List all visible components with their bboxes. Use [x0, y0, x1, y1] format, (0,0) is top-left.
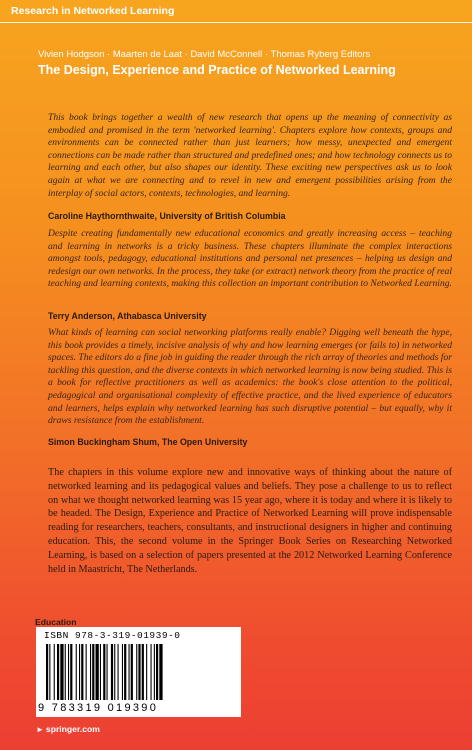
barcode-panel [36, 627, 241, 717]
endorsement-quote: This book brings together a wealth of new research that opens up the meaning of connectivity as embodied and promised in the term 'networked learning'. Chapters explore how contexts, groups and environments can be connected rather than just learners; how messy, unexpected and emergent connections can be made rather than structured and predefined ones; and how technology connects us to learning and each other, but also shapes our identity. These exciting new perspectives ask us to look again at what we are connecting and to revel in new and emergent possibilities arising from the interplay of social actors, contexts, technologies, and learning. [48, 112, 452, 199]
barcode-digits: 9 783319 019390 [38, 702, 159, 714]
isbn-text: ISBN 978-3-319-01939-0 [44, 630, 181, 641]
category-label: Education [35, 617, 77, 627]
barcode-icon [46, 644, 232, 700]
endorsement-author: Simon Buckingham Shum, The Open University [48, 437, 248, 447]
publisher-website[interactable] [36, 724, 100, 734]
editors-line: Vivien Hodgson · Maarten de Laat · David McConnell · Thomas Ryberg Editors [38, 49, 371, 60]
endorsement-quote: Despite creating fundamentally new educational economics and greatly increasing access – teaching and learning in networks is a tricky business. These chapters illuminate the complex interactions amongst tools, pedagogy, educational institutions and personal net presences – helping us design and redesign our own networks. In the process, they take (or extract) network theory from the practice of real teaching and learning contexts, making this collection an important contribution to Networked Learning. [48, 228, 452, 290]
endorsement-author: Terry Anderson, Athabasca University [48, 311, 207, 321]
endorsement-author: Caroline Haythornthwaite, University of British Columbia [48, 211, 286, 221]
divider-line [0, 22, 472, 23]
series-title: Research in Networked Learning [11, 5, 175, 17]
website-text[interactable]: springer.com [45, 724, 100, 734]
book-description: The chapters in this volume explore new and innovative ways of thinking about the nature of networked learning and its pedagogical values and beliefs. They pose a challenge to us to reflect on what we thought networked learning was 15 year ago, where it is today and where it is likely to be headed. The Design, Experience and Practice of Networked Learning will prove indispensable reading for researchers, teachers, consultants, and instructional designers in higher and continuing education. This, the second volume in the Springer Book Series on Researching Networked Learning, is based on a selection of papers presented at the 2012 Networked Learning Conference held in Maastricht, The Netherlands. [48, 467, 452, 575]
endorsement-quote: What kinds of learning can social networking platforms really enable? Digging well beneath the hype, this book provides a timely, incisive analysis of why and how learning emerges (or fails to) in networked spaces. The editors do a fine job in guiding the reader through the rich array of theories and methods for tackling this question, and the diverse contexts in which networked learning is now being studied. This is a book for reflective practitioners as well as academics: the book's close attention to the political, pedagogical and organisational complexity of effective practice, and the lived experience of educators and learners, helps explain why networked learning has such disruptive potential – but equally, why it draws resistance from the establishment. [48, 327, 452, 427]
arrow-right-icon: ► [36, 725, 44, 734]
book-title: The Design, Experience and Practice of Networked Learning [38, 63, 396, 77]
